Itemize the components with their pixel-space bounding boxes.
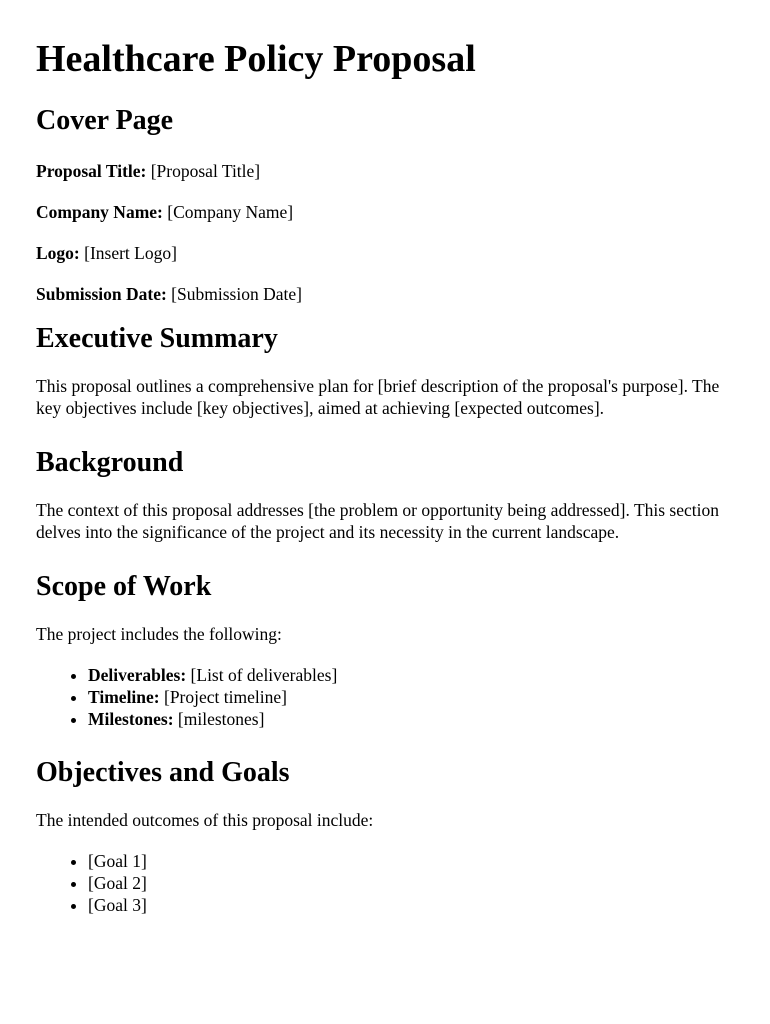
field-label: Logo: xyxy=(36,243,80,263)
field-label: Submission Date: xyxy=(36,284,167,304)
goals-list xyxy=(36,850,734,916)
list-item-milestones xyxy=(88,708,734,730)
item-label: Deliverables: xyxy=(88,665,187,685)
background-text: The context of this proposal addresses [the problem or opportunity being addressed]. This section delves into the significance of the project and its necessity in the current landscape. xyxy=(36,500,719,542)
list-item-deliverables xyxy=(88,664,734,686)
cover-page-heading: Cover Page xyxy=(36,105,174,136)
field-value: [Proposal Title] xyxy=(150,161,261,181)
item-label: Milestones: xyxy=(88,709,174,729)
list-item-goal: • [Goal 2] xyxy=(88,872,734,894)
field-label: Company Name: xyxy=(36,202,163,222)
objectives-goals-heading: Objectives and Goals xyxy=(36,757,290,788)
item-value: [List of deliverables] xyxy=(190,665,338,685)
objectives-intro-text: The intended outcomes of this proposal include: xyxy=(36,810,374,830)
scope-of-work-heading: Scope of Work xyxy=(36,571,212,602)
field-submission-date xyxy=(36,283,734,305)
scope-list xyxy=(36,664,734,730)
executive-summary-text: This proposal outlines a comprehensive plan for [brief description of the proposal's purpose]. The key objectives include [key objectives], aimed at achieving [expected outcomes]. xyxy=(36,376,720,418)
list-item-goal: • [Goal 1] xyxy=(88,850,734,872)
background-heading: Background xyxy=(36,447,184,478)
scope-intro-text: The project includes the following: xyxy=(36,624,282,644)
list-item-goal: • [Goal 3] xyxy=(88,894,734,916)
field-label: Proposal Title: xyxy=(36,161,147,181)
document-title: Healthcare Policy Proposal xyxy=(36,38,476,80)
field-value: [Submission Date] xyxy=(171,284,302,304)
field-proposal-title xyxy=(36,160,734,182)
item-value: [Project timeline] xyxy=(164,687,287,707)
executive-summary-heading: Executive Summary xyxy=(36,323,278,354)
field-value: [Insert Logo] xyxy=(84,243,177,263)
field-logo xyxy=(36,242,734,264)
field-company-name xyxy=(36,201,734,223)
item-label: Timeline: xyxy=(88,687,160,707)
item-value: [milestones] xyxy=(177,709,265,729)
list-item-timeline xyxy=(88,686,734,708)
field-value: [Company Name] xyxy=(167,202,294,222)
